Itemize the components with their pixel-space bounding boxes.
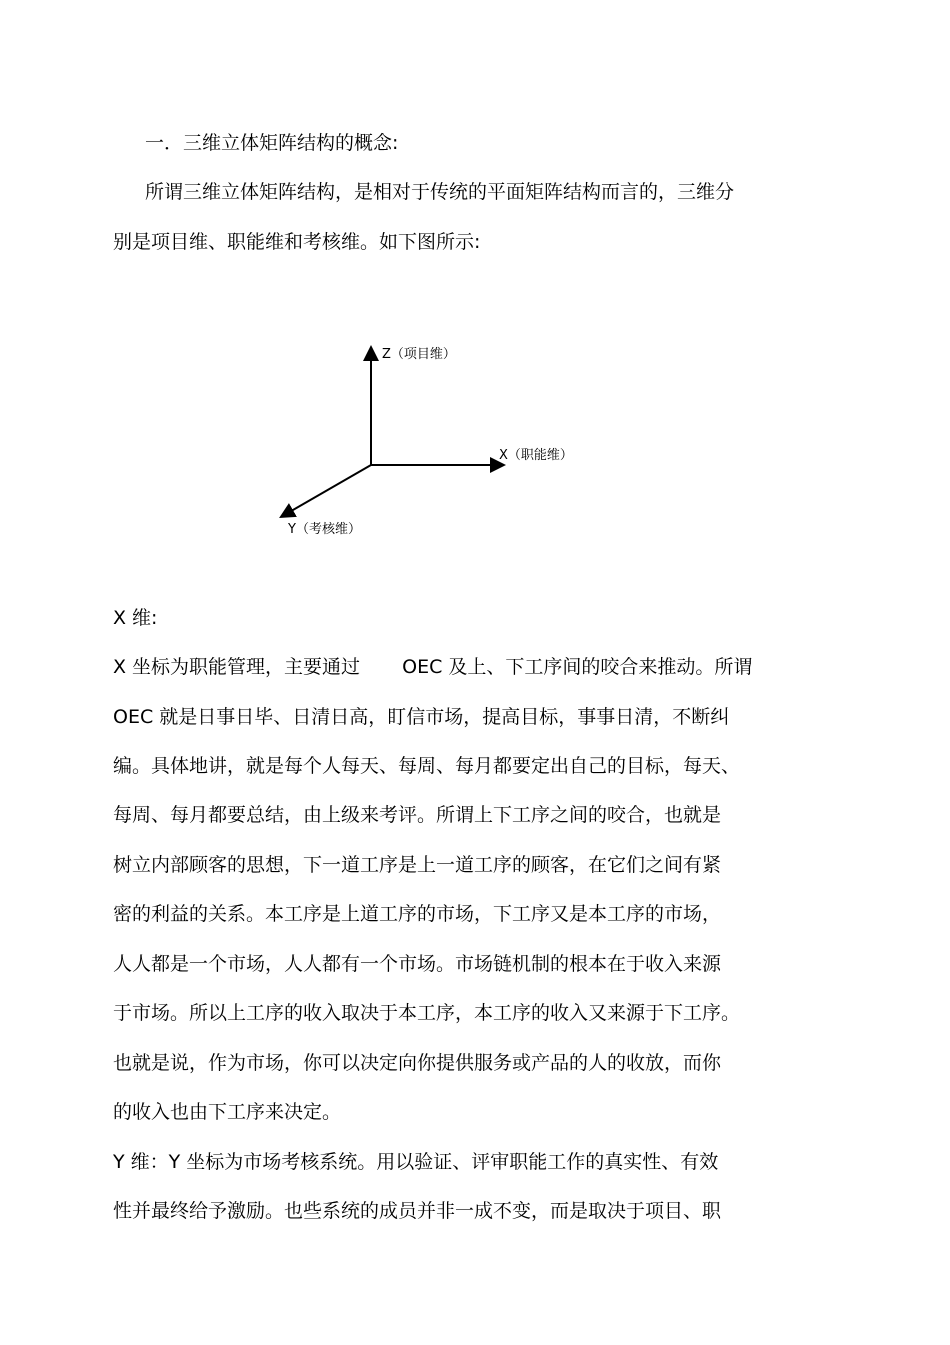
x-section-line-1 — [113, 655, 752, 679]
x-section-line-1-part-2: OEC 及上、下工序间的咬合来推动。所谓 — [402, 656, 753, 678]
x-section-line-2: OEC 就是日事日毕、日清日高，盯信市场，提高目标，事事日清，不断纠 — [113, 706, 730, 728]
y-section-line-1: Y 维：Y 坐标为市场考核系统。用以验证、评审职能工作的真实性、有效 — [113, 1151, 719, 1173]
x-section-line-10: 的收入也由下工序来决定。 — [113, 1101, 342, 1123]
x-section-line-5: 树立内部顾客的思想，下一道工序是上一道工序的顾客，在它们之间有紧 — [113, 854, 722, 876]
x-section-line-9: 也就是说，作为市场，你可以决定向你提供服务或产品的人的收放，而你 — [113, 1052, 722, 1074]
x-section-line-8: 于市场。所以上工序的收入取决于本工序，本工序的收入又来源于下工序。 — [113, 1002, 741, 1024]
y-section-line-2: 性并最终给予激励。也些系统的成员并非一成不变，而是取决于项目、职 — [113, 1200, 722, 1222]
x-section-line-1-part-1: X 坐标为职能管理，主要通过 — [113, 656, 361, 678]
intro-line-1: 所谓三维立体矩阵结构，是相对于传统的平面矩阵结构而言的，三维分 — [145, 181, 735, 203]
x-axis-label: X（职能维） — [499, 448, 573, 463]
x-section-line-4: 每周、每月都要总结，由上级来考评。所谓上下工序之间的咬合，也就是 — [113, 804, 722, 826]
intro-line-2: 别是项目维、职能维和考核维。如下图所示: — [113, 231, 481, 253]
x-section-line-7: 人人都是一个市场，人人都有一个市场。市场链机制的根本在于收入来源 — [113, 953, 722, 975]
y-axis-line — [286, 465, 371, 514]
z-axis-label: Z（项目维） — [382, 347, 456, 362]
x-section-title: X 维: — [113, 607, 158, 629]
y-axis-label: Y（考核维） — [288, 522, 361, 537]
axis-diagram-svg — [270, 330, 610, 550]
three-dimensional-axis-diagram — [270, 330, 610, 550]
x-section-line-3: 编。具体地讲，就是每个人每天、每周、每月都要定出自己的目标，每天、 — [113, 755, 741, 777]
x-section-line-6: 密的利益的关系。本工序是上道工序的市场，下工序又是本工序的市场， — [113, 903, 722, 925]
section-heading: 一．三维立体矩阵结构的概念: — [145, 132, 399, 154]
